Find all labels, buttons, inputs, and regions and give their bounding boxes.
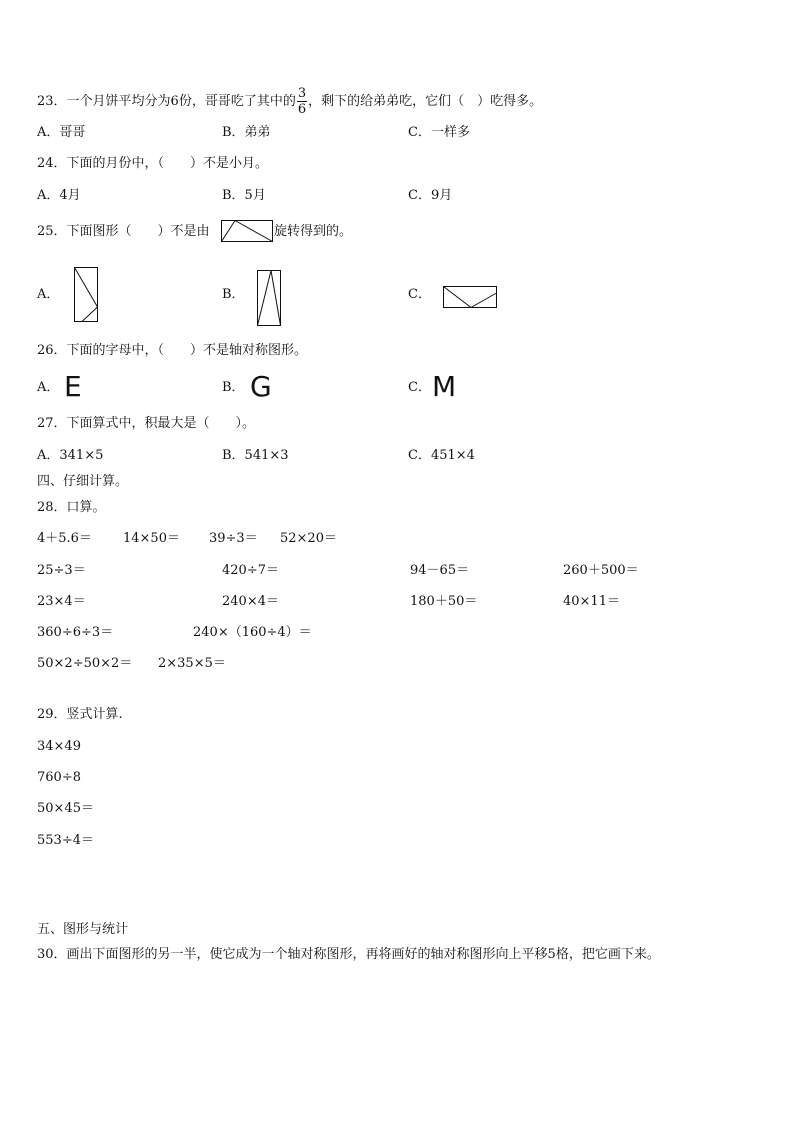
q28-r1-c2: 14×50＝ [123, 531, 180, 546]
q26-stem: 26．下面的字母中，（ ）不是轴对称图形。 [37, 343, 308, 358]
q25-option-c-figure[interactable] [443, 286, 497, 308]
q28-r1-c1: 4＋5.6＝ [37, 531, 92, 546]
q28-r2-c4: 260＋500＝ [563, 563, 639, 578]
q28-r2-c1: 25÷3＝ [37, 563, 86, 578]
q28-r3-c4: 40×11＝ [563, 594, 620, 609]
q23-option-b[interactable]: B．弟弟 [222, 125, 271, 140]
q25-option-b-label[interactable]: B． [222, 287, 245, 302]
q28-r3-c3: 180＋50＝ [410, 594, 478, 609]
q23-fraction-numerator: 3 [297, 86, 307, 101]
q23-text-before: 23．一个月饼平均分为6份，哥哥吃了其中的 [37, 94, 296, 109]
q24-stem: 24．下面的月份中，（ ）不是小月。 [37, 156, 269, 171]
q28-r3-c2: 240×4＝ [222, 594, 279, 609]
q24-option-a[interactable]: A．4月 [37, 188, 81, 203]
q23-fraction [297, 86, 307, 117]
q24-option-b[interactable]: B．5月 [222, 188, 266, 203]
q27-option-c[interactable]: C．451×4 [408, 448, 475, 463]
q26-option-a-label[interactable]: A． [37, 380, 60, 395]
q29-item-3: 50×45＝ [37, 801, 94, 816]
q26-letter-g[interactable]: G [250, 370, 272, 403]
q25-option-b-figure[interactable] [257, 270, 281, 326]
q24-option-c[interactable]: C．9月 [408, 188, 453, 203]
q25-text-after: 旋转得到的。 [274, 224, 353, 239]
q25-option-c-label[interactable]: C． [408, 287, 431, 302]
q28-r1-c4: 52×20＝ [280, 531, 337, 546]
q27-option-b[interactable]: B．541×3 [222, 448, 289, 463]
q25-option-a-figure[interactable] [74, 267, 98, 322]
q27-stem: 27．下面算式中，积最大是（ ）。 [37, 416, 256, 431]
q23-fraction-denominator: 6 [297, 102, 307, 117]
q26-letter-e[interactable]: E [64, 370, 82, 403]
q23-option-c[interactable]: C．一样多 [408, 125, 470, 140]
q28-r2-c2: 420÷7＝ [222, 563, 279, 578]
q30-stem: 30．画出下面图形的另一半，使它成为一个轴对称图形，再将画好的轴对称图形向上平移5格，把它画下来。 [37, 947, 660, 962]
q28-title: 28．口算。 [37, 500, 106, 515]
q23-stem [37, 86, 542, 117]
q28-r4-c2: 240×（160÷4）＝ [193, 625, 312, 640]
q29-item-1: 34×49 [37, 739, 81, 754]
q26-letter-m[interactable]: M [432, 370, 457, 403]
q28-r4-c1: 360÷6÷3＝ [37, 625, 114, 640]
q25-option-a-label[interactable]: A． [37, 287, 60, 302]
q26-option-c-label[interactable]: C． [408, 380, 431, 395]
q28-r1-c3: 39÷3＝ [209, 531, 258, 546]
q23-text-after: ，剩下的给弟弟吃，它们（ ）吃得多。 [308, 94, 543, 109]
q25-text-before: 25．下面图形（ ）不是由 [37, 224, 210, 239]
q23-option-a[interactable]: A．哥哥 [37, 125, 86, 140]
q29-item-2: 760÷8 [37, 770, 81, 785]
q29-title: 29．竖式计算. [37, 707, 123, 722]
q29-item-4: 553÷4＝ [37, 833, 94, 848]
section-4-title: 四、仔细计算。 [37, 474, 129, 489]
section-5-title: 五、图形与统计 [37, 922, 129, 937]
q28-r5-c2: 2×35×5＝ [158, 656, 226, 671]
q26-option-b-label[interactable]: B． [222, 380, 245, 395]
q28-r2-c3: 94－65＝ [410, 563, 470, 578]
q28-r5-c1: 50×2÷50×2＝ [37, 656, 133, 671]
q28-r3-c1: 23×4＝ [37, 594, 86, 609]
q27-option-a[interactable]: A．341×5 [37, 448, 104, 463]
q25-reference-rectangle-figure [221, 220, 273, 242]
